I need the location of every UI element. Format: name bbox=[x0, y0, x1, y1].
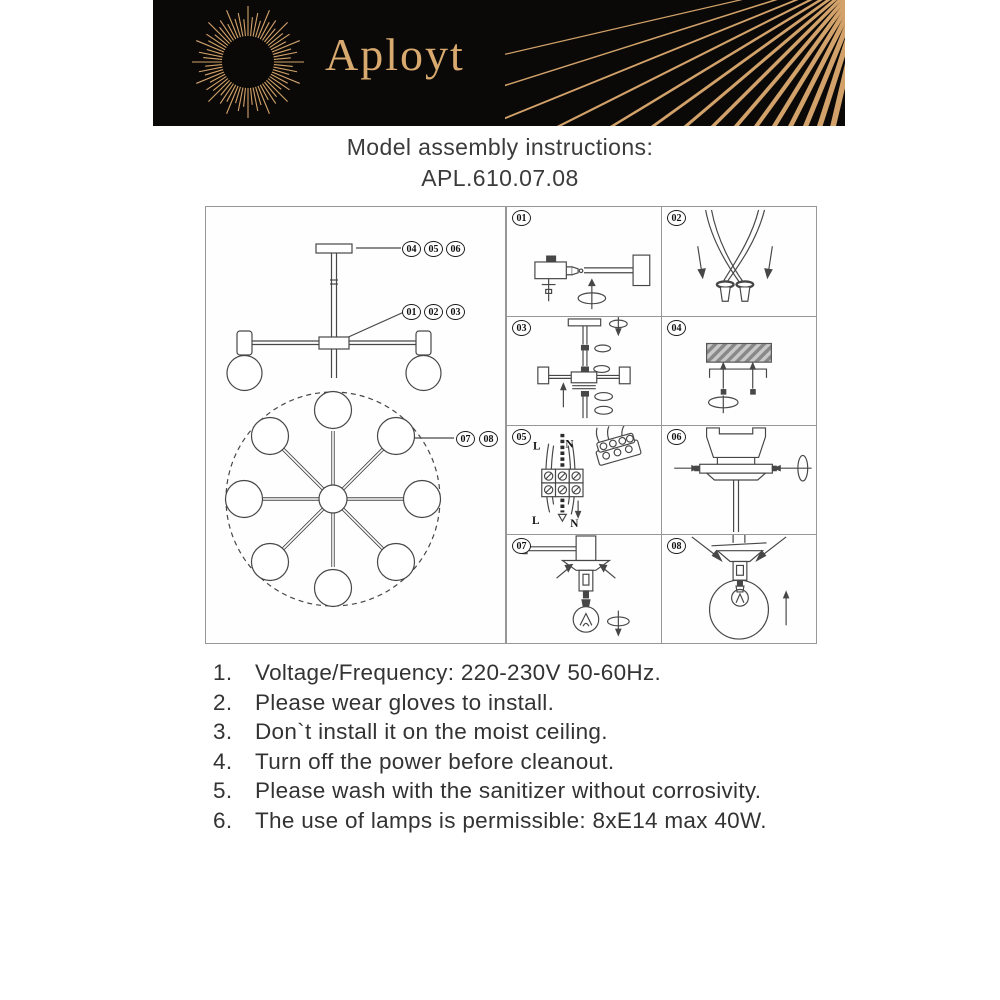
item-text: The use of lamps is permissible: 8xE14 max 40W. bbox=[255, 807, 767, 833]
item-text: Don`t install it on the moist ceiling. bbox=[255, 719, 608, 745]
step-number: 06 bbox=[667, 429, 686, 445]
step-03-drawing bbox=[507, 317, 660, 424]
step-panel-02 bbox=[661, 207, 816, 316]
step-number: 03 bbox=[512, 320, 531, 336]
item-number: 3. bbox=[213, 719, 233, 745]
step-panel-07 bbox=[506, 534, 661, 643]
step-01-drawing bbox=[507, 207, 660, 314]
callout-03: 03 bbox=[446, 304, 465, 320]
step-panel-05 bbox=[506, 425, 661, 534]
item-number: 4. bbox=[213, 748, 233, 774]
instruction-item bbox=[205, 806, 865, 836]
step-number: 05 bbox=[512, 429, 531, 445]
instruction-item bbox=[205, 717, 865, 747]
step-06-drawing bbox=[662, 426, 815, 533]
callout-04: 04 bbox=[402, 241, 421, 257]
item-number: 1. bbox=[213, 660, 233, 685]
title-block bbox=[0, 134, 1000, 192]
wire-label-n-top: N bbox=[565, 438, 574, 451]
instruction-item bbox=[205, 776, 865, 806]
corner-rays-icon bbox=[505, 0, 845, 126]
page-title: Model assembly instructions: bbox=[346, 134, 654, 160]
step-number: 08 bbox=[667, 538, 686, 554]
instruction-item bbox=[205, 688, 865, 718]
callout-02: 02 bbox=[424, 304, 443, 320]
step-panel-01 bbox=[506, 207, 661, 316]
callout-01: 01 bbox=[402, 304, 421, 320]
item-number: 2. bbox=[213, 689, 233, 715]
item-text: Please wash with the sanitizer without corrosivity. bbox=[255, 778, 762, 804]
item-number: 5. bbox=[213, 778, 233, 804]
step-08-drawing bbox=[662, 535, 815, 642]
item-text: Please wear gloves to install. bbox=[255, 689, 555, 715]
callout-07: 07 bbox=[456, 431, 475, 447]
item-text: Voltage/Frequency: 220-230V 50-60Hz. bbox=[255, 660, 662, 685]
step-number: 01 bbox=[512, 210, 531, 226]
item-text: Turn off the power before cleanout. bbox=[255, 748, 615, 774]
instruction-list bbox=[205, 658, 865, 836]
step-panel-03 bbox=[506, 316, 661, 425]
step-panel-08 bbox=[661, 534, 816, 643]
wire-label-l-top: L bbox=[532, 440, 541, 453]
step-05-wiring-drawing bbox=[507, 426, 660, 533]
step-number: 02 bbox=[667, 210, 686, 226]
brand-wordmark: Aployt bbox=[325, 29, 465, 80]
item-number: 6. bbox=[213, 807, 233, 833]
wire-label-l-bottom: L bbox=[531, 515, 540, 528]
step-07-drawing bbox=[507, 535, 660, 642]
callout-05: 05 bbox=[424, 241, 443, 257]
step-panel-06 bbox=[661, 425, 816, 534]
brand-banner bbox=[153, 0, 845, 126]
step-04-drawing bbox=[662, 317, 815, 424]
instruction-item bbox=[205, 658, 865, 688]
instruction-item bbox=[205, 747, 865, 777]
sunburst-logo-icon bbox=[153, 0, 343, 126]
step-panel-04 bbox=[661, 316, 816, 425]
assembly-diagram bbox=[205, 206, 817, 644]
overview-panel bbox=[206, 207, 506, 643]
callout-08: 08 bbox=[479, 431, 498, 447]
step-02-drawing bbox=[662, 207, 815, 314]
wire-label-n-bottom: N bbox=[570, 518, 579, 531]
callout-06: 06 bbox=[446, 241, 465, 257]
step-number: 07 bbox=[512, 538, 531, 554]
step-number: 04 bbox=[667, 320, 686, 336]
model-number: APL.610.07.08 bbox=[421, 165, 579, 191]
chandelier-overview-drawing bbox=[206, 207, 505, 643]
